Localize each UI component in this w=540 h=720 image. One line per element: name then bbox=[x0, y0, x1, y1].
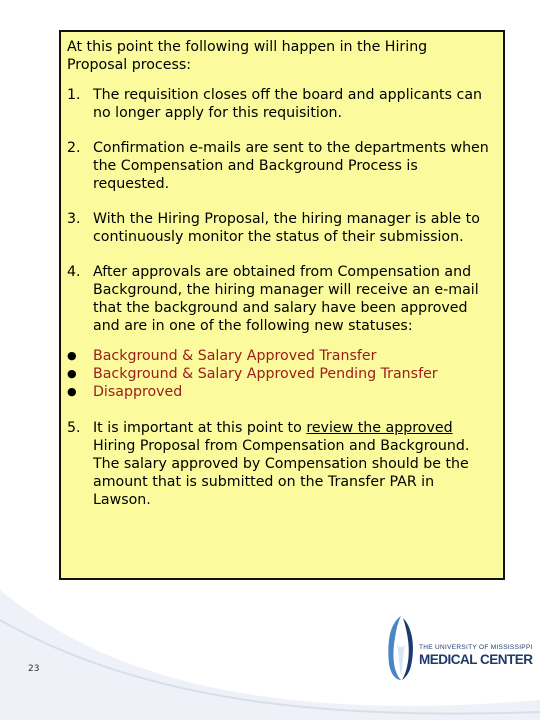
step5-post: Hiring Proposal from Compensation and Background. The salary approved by Compensation should be the amount that is submitted on the Transfer PAR in Lawson. bbox=[93, 438, 470, 508]
step-text: With the Hiring Proposal, the hiring manager is able to continuously monitor the status of their submission. bbox=[93, 211, 480, 245]
step-text bbox=[93, 419, 497, 509]
step-number: 1. bbox=[67, 87, 81, 103]
step-item bbox=[67, 139, 497, 193]
status-item bbox=[67, 347, 497, 365]
logo-top-text: THE UNIVERSITY OF MISSISSIPPI bbox=[419, 644, 533, 651]
step-number: 2. bbox=[67, 140, 81, 156]
bullet-icon: ● bbox=[67, 385, 77, 398]
step-number: 3. bbox=[67, 211, 81, 227]
step5-underlined: review the approved bbox=[306, 420, 453, 436]
status-item bbox=[67, 365, 497, 383]
umc-logo bbox=[383, 614, 533, 684]
logo-bottom-text: MEDICAL CENTER bbox=[419, 652, 533, 667]
step-item bbox=[67, 263, 497, 335]
page-number: 23 bbox=[28, 664, 40, 674]
step-number: 4. bbox=[67, 264, 81, 280]
status-text: Background & Salary Approved Pending Transfer bbox=[93, 366, 438, 382]
status-text: Background & Salary Approved Transfer bbox=[93, 348, 377, 364]
bullet-icon: ● bbox=[67, 367, 77, 380]
step-text: The requisition closes off the board and applicants can no longer apply for this requisition. bbox=[93, 87, 483, 121]
hiring-proposal-callout bbox=[59, 30, 505, 580]
step-item bbox=[67, 210, 497, 246]
status-item bbox=[67, 383, 497, 401]
status-text: Disapproved bbox=[93, 384, 183, 400]
step5-pre: It is important at this point to bbox=[93, 420, 307, 436]
intro-text: At this point the following will happen in the Hiring Proposal process: bbox=[67, 39, 428, 73]
step-text: Confirmation e-mails are sent to the departments when the Compensation and Background Process is requested. bbox=[93, 140, 489, 192]
step-number: 5. bbox=[67, 420, 81, 436]
step-item bbox=[67, 86, 497, 122]
step-text: After approvals are obtained from Compensation and Background, the hiring manager will receive an e-mail that the background and salary have been approved and are in one of the following new statuses: bbox=[93, 264, 479, 334]
step-item bbox=[67, 419, 497, 509]
status-list bbox=[67, 347, 497, 401]
bullet-icon: ● bbox=[67, 349, 77, 362]
logo-mark-icon bbox=[383, 614, 419, 682]
